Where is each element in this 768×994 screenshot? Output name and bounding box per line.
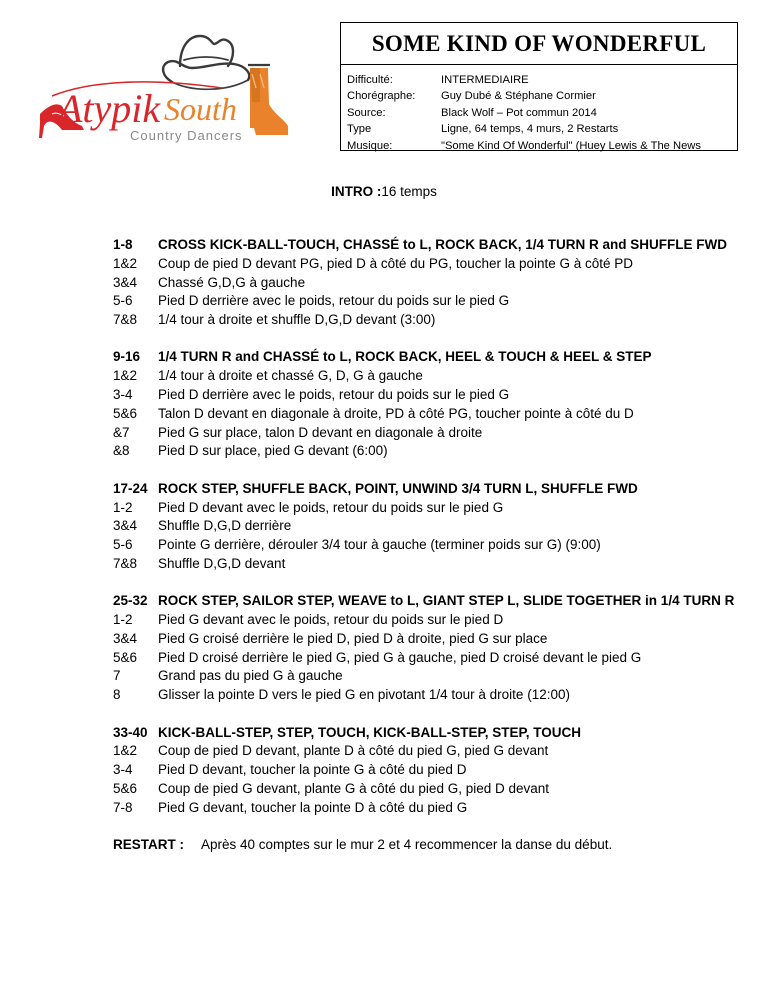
- dance-info-list: [341, 65, 737, 154]
- step-count: 3-4: [113, 387, 133, 403]
- logo-brand: South: [164, 91, 237, 127]
- step-row: [113, 799, 753, 818]
- step-row: [113, 667, 753, 686]
- step-row: [113, 630, 753, 649]
- section-9-16: [113, 348, 753, 461]
- info-value: INTERMEDIAIRE: [441, 74, 529, 86]
- section-counts: 1-8: [113, 237, 133, 252]
- step-row: [113, 499, 753, 518]
- step-row: [113, 292, 753, 311]
- step-row: [113, 611, 753, 630]
- info-row-choreographer: [347, 88, 737, 104]
- step-text: Pied G sur place, talon D devant en diagonale à droite: [158, 424, 483, 440]
- step-count: 3&4: [113, 630, 138, 646]
- step-row: [113, 686, 753, 705]
- step-text: Pied D devant avec le poids, retour du poids sur le pied G: [158, 499, 504, 515]
- section-title: KICK-BALL-STEP, STEP, TOUCH, KICK-BALL-STEP, STEP, TOUCH: [158, 724, 582, 740]
- section-counts: 17-24: [113, 480, 148, 496]
- dance-info-box: [340, 22, 738, 151]
- info-label: Chorégraphe:: [347, 90, 416, 103]
- cowboy-hat-icon: [163, 36, 249, 89]
- step-row: [113, 442, 753, 461]
- section-header: [113, 480, 753, 499]
- step-row: [113, 555, 753, 574]
- atypik-south-logo: [22, 22, 294, 150]
- step-text: 1/4 tour à droite et chassé G, D, G à gauche: [158, 368, 423, 384]
- step-count: &7: [113, 424, 130, 440]
- step-row: [113, 405, 753, 424]
- step-count: 5&6: [113, 780, 138, 796]
- section-header: [113, 348, 753, 367]
- step-count: 7-8: [113, 799, 133, 815]
- step-count: 3&4: [113, 274, 138, 290]
- step-row: [113, 424, 753, 443]
- section-title: ROCK STEP, SAILOR STEP, WEAVE to L, GIANT STEP L, SLIDE TOGETHER in 1/4 TURN R: [158, 593, 735, 609]
- step-text: Pied G devant, toucher la pointe D à côté du pied G: [158, 799, 468, 815]
- step-text: 1/4 tour à droite et shuffle D,G,D devant (3:00): [158, 312, 436, 328]
- step-count: 1&2: [113, 743, 138, 759]
- info-value: "Some Kind Of Wonderful" (Huey Lewis & The News: [441, 139, 701, 152]
- info-label: Type: [347, 123, 372, 136]
- step-count: 7&8: [113, 312, 138, 328]
- section-title: CROSS KICK-BALL-TOUCH, CHASSÉ to L, ROCK BACK, 1/4 TURN R and SHUFFLE FWD: [158, 237, 727, 252]
- section-counts: 25-32: [113, 593, 148, 609]
- info-label: Source:: [347, 106, 386, 119]
- step-count: 1-2: [113, 499, 133, 515]
- info-row-source: [347, 105, 737, 121]
- step-text: Pied D devant, toucher la pointe G à côté du pied D: [158, 762, 467, 778]
- step-count: 3&4: [113, 518, 138, 534]
- info-value: Ligne, 64 temps, 4 murs, 2 Restarts: [441, 123, 619, 136]
- step-row: [113, 536, 753, 555]
- step-count: 5&6: [113, 405, 138, 421]
- step-count: 1-2: [113, 612, 133, 628]
- step-row: [113, 517, 753, 536]
- step-row: [113, 649, 753, 668]
- step-count: 8: [113, 687, 121, 703]
- step-row: [113, 255, 753, 274]
- section-25-32: [113, 592, 753, 705]
- restart-note: [113, 836, 753, 855]
- section-counts: 9-16: [113, 349, 141, 365]
- step-text: Coup de pied D devant PG, pied D à côté du PG, toucher la pointe G à côté PD: [158, 255, 634, 271]
- step-row: [113, 386, 753, 405]
- step-text: Chassé G,D,G à gauche: [158, 274, 306, 290]
- step-text: Pied G devant avec le poids, retour du poids sur le pied D: [158, 612, 504, 628]
- restart-label: RESTART :: [113, 837, 184, 853]
- step-text: Coup de pied G devant, plante G à côté du pied G, pied D devant: [158, 780, 550, 796]
- step-text: Shuffle D,G,D devant: [158, 555, 286, 571]
- dance-title: SOME KIND OF WONDERFUL: [341, 23, 737, 65]
- step-text: Pied D croisé derrière le pied G, pied G à gauche, pied D croisé devant le pied G: [158, 649, 642, 665]
- step-count: 5-6: [113, 293, 133, 309]
- section-header: [113, 236, 753, 255]
- info-value: Black Wolf – Pot commun 2014: [441, 106, 597, 119]
- step-row: [113, 761, 753, 780]
- step-count: &8: [113, 443, 130, 459]
- section-33-40: [113, 724, 753, 818]
- step-text: Pied D derrière avec le poids, retour du poids sur le pied G: [158, 387, 510, 403]
- section-title: ROCK STEP, SHUFFLE BACK, POINT, UNWIND 3/4 TURN L, SHUFFLE FWD: [158, 480, 638, 496]
- cowboy-boot-icon: [248, 65, 288, 135]
- section-17-24: [113, 480, 753, 574]
- section-title: 1/4 TURN R and CHASSÉ to L, ROCK BACK, HEEL & TOUCH & HEEL & STEP: [158, 349, 652, 365]
- step-text: Coup de pied D devant, plante D à côté du pied G, pied G devant: [158, 743, 549, 759]
- step-count: 3-4: [113, 762, 133, 778]
- step-text: Grand pas du pied G à gauche: [158, 668, 343, 684]
- step-text: Pointe G derrière, dérouler 3/4 tour à gauche (terminer poids sur G) (9:00): [158, 537, 601, 553]
- section-1-8: [113, 236, 753, 330]
- info-label: Musique:: [347, 139, 393, 152]
- info-value: Guy Dubé & Stéphane Cormier: [441, 90, 596, 103]
- info-label: Difficulté:: [347, 74, 393, 86]
- step-count: 1&2: [113, 368, 138, 384]
- step-text: Talon D devant en diagonale à droite, PD à côté PG, toucher pointe à côté du D: [158, 405, 634, 421]
- step-row: [113, 780, 753, 799]
- step-text: Pied G croisé derrière le pied D, pied D à droite, pied G sur place: [158, 630, 548, 646]
- info-row-difficulty: [347, 72, 737, 88]
- step-count: 1&2: [113, 255, 138, 271]
- step-text: Pied D sur place, pied G devant (6:00): [158, 443, 388, 459]
- step-count: 7&8: [113, 555, 138, 571]
- info-row-music: [347, 138, 737, 154]
- step-count: 5&6: [113, 649, 138, 665]
- section-header: [113, 592, 753, 611]
- section-header: [113, 724, 753, 743]
- section-counts: 33-40: [113, 724, 148, 740]
- step-count: 5-6: [113, 537, 133, 553]
- intro-value: 16 temps: [381, 184, 437, 199]
- step-text: Pied D derrière avec le poids, retour du poids sur le pied G: [158, 293, 510, 309]
- restart-text: Après 40 comptes sur le mur 2 et 4 recommencer la danse du début.: [201, 837, 613, 853]
- info-row-type: [347, 121, 737, 137]
- logo-script: Atypik: [58, 86, 161, 131]
- step-sheet: [113, 236, 753, 855]
- step-text: Glisser la pointe D vers le pied G en pivotant 1/4 tour à droite (12:00): [158, 687, 570, 703]
- intro-line: [0, 184, 768, 199]
- step-count: 7: [113, 668, 121, 684]
- step-row: [113, 742, 753, 761]
- step-row: [113, 274, 753, 293]
- intro-label: INTRO :: [331, 184, 382, 199]
- step-text: Shuffle D,G,D derrière: [158, 518, 292, 534]
- logo-graphic: [22, 22, 294, 150]
- step-row: [113, 311, 753, 330]
- logo-subtitle: Country Dancers: [130, 128, 243, 143]
- step-row: [113, 367, 753, 386]
